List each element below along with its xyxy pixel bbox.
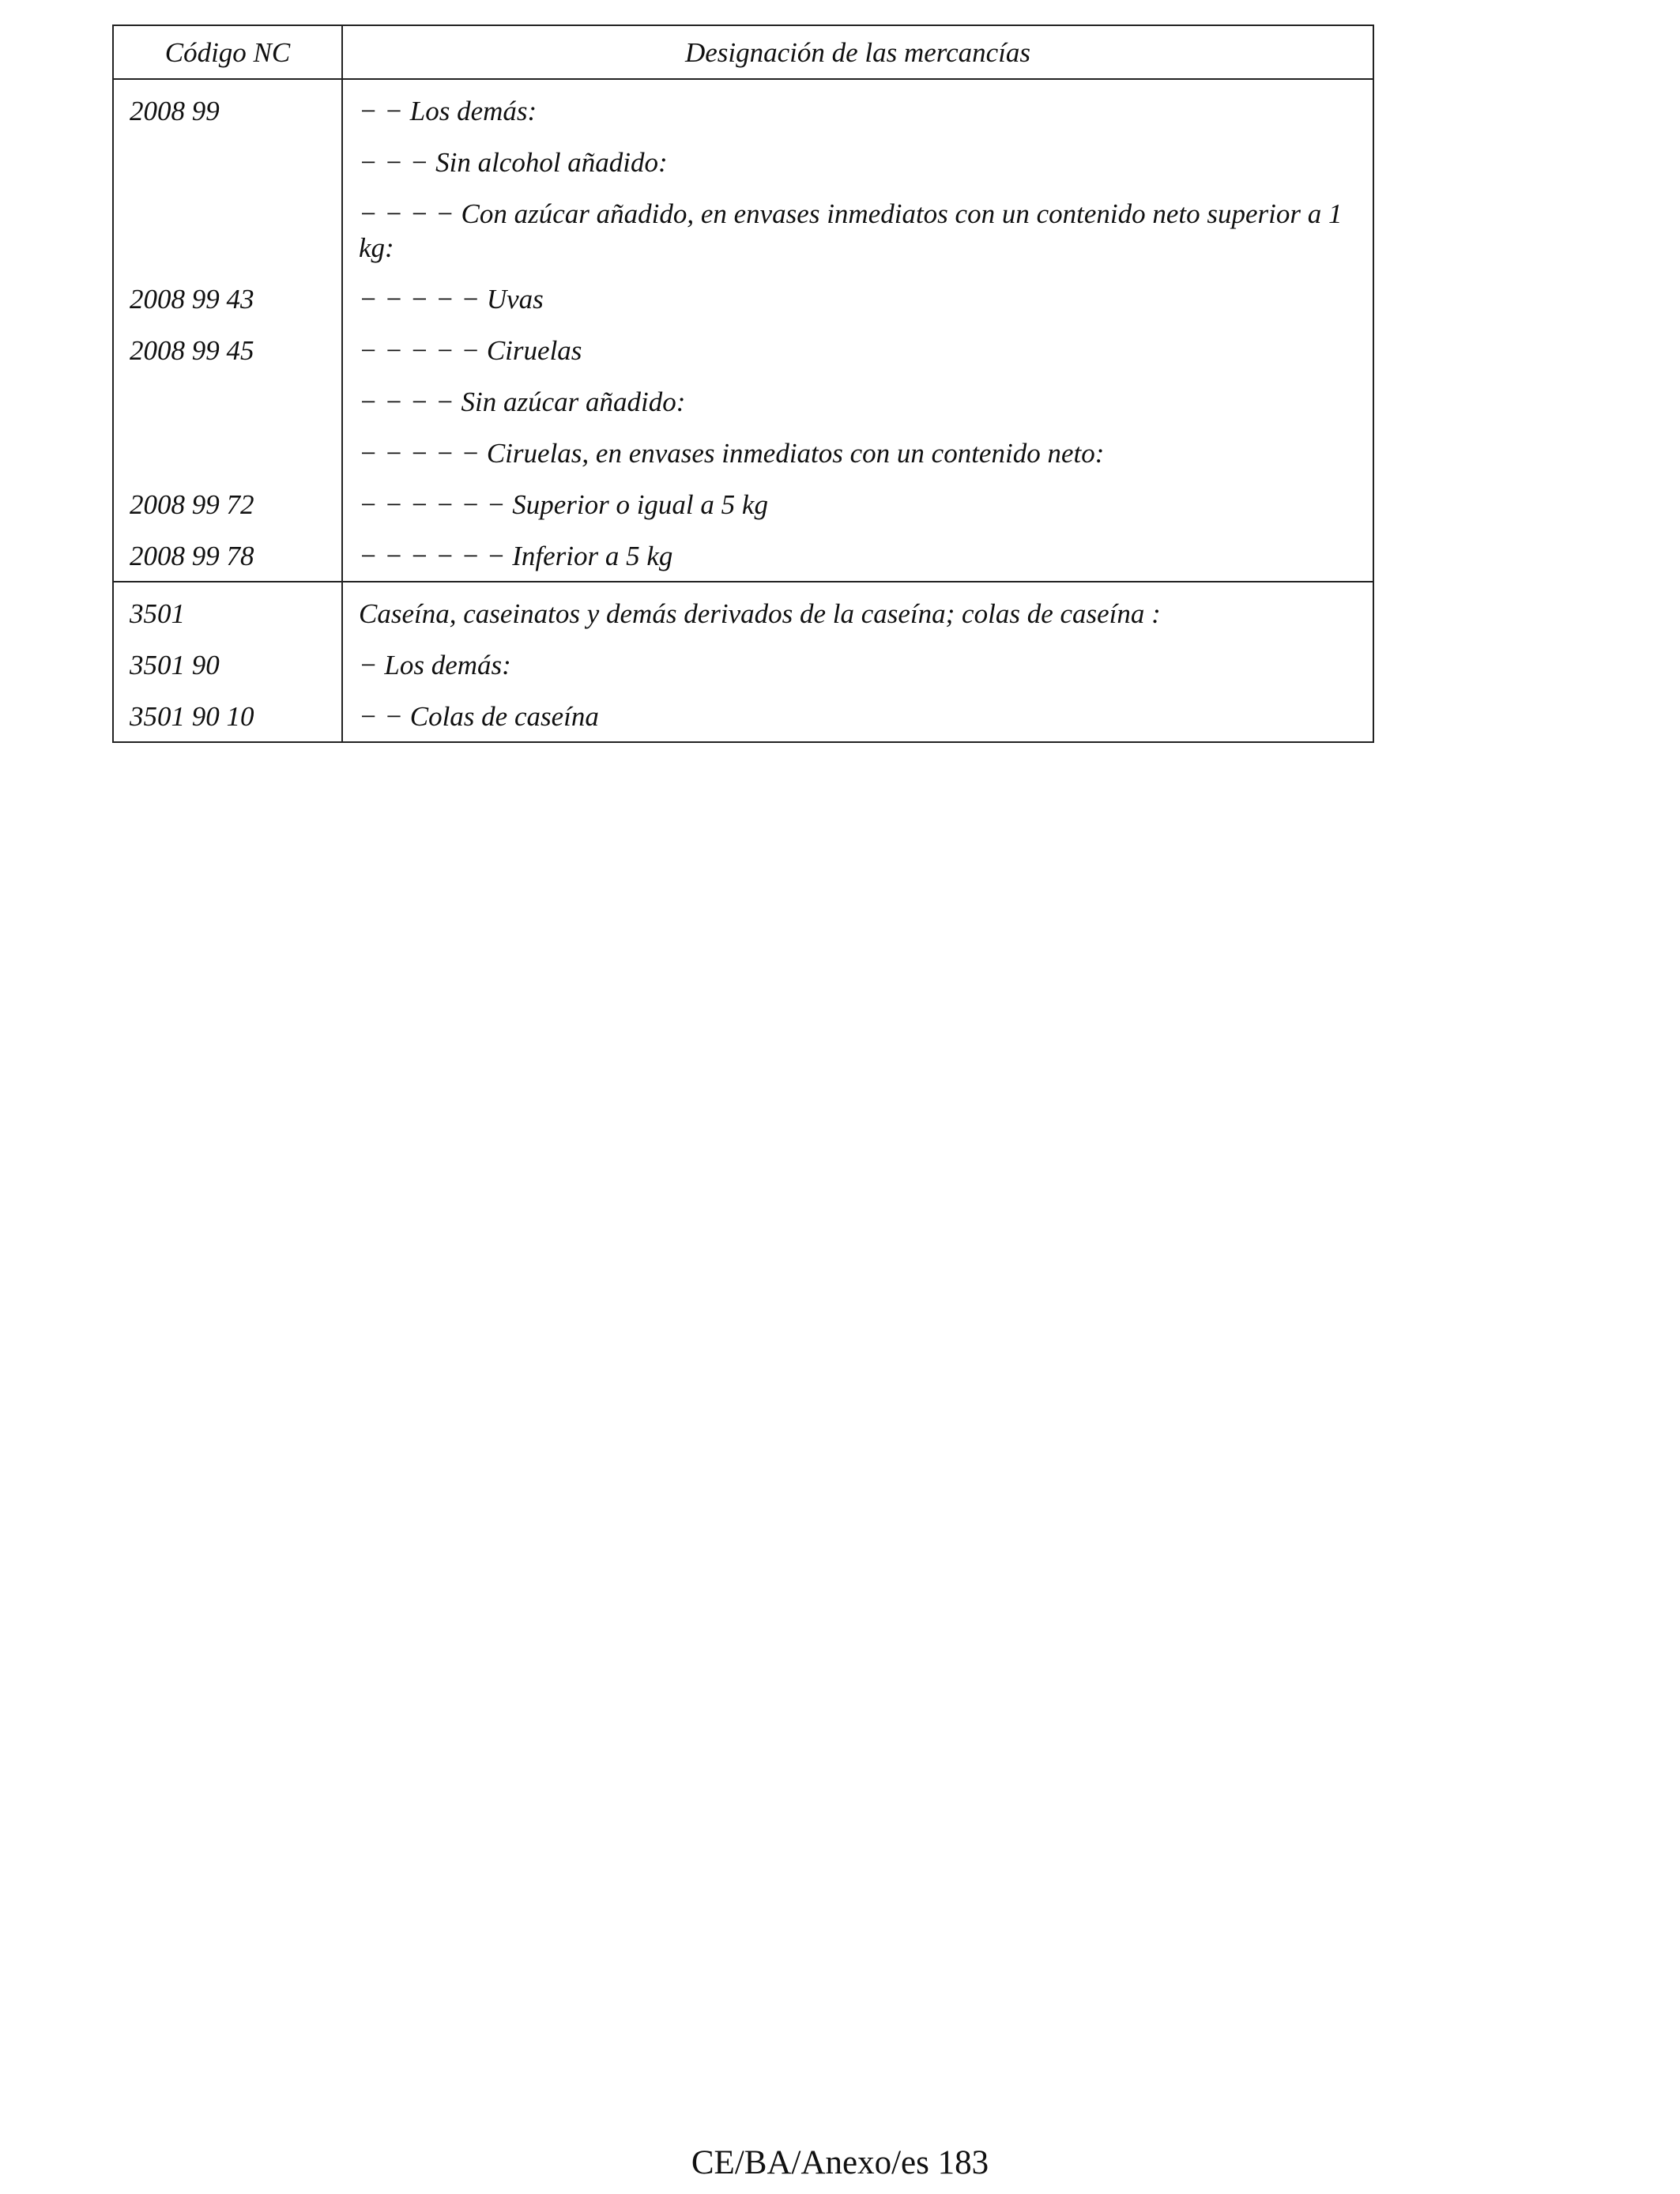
cell-code: 3501 90 10: [113, 691, 342, 742]
cell-designation: − − − − Sin azúcar añadido:: [342, 376, 1373, 428]
cell-designation: − − − − − − Inferior a 5 kg: [342, 530, 1373, 582]
cell-code: [113, 137, 342, 188]
cell-code: 2008 99 78: [113, 530, 342, 582]
cell-designation: − − Colas de caseína: [342, 691, 1373, 742]
cell-designation: − − − − − Uvas: [342, 273, 1373, 325]
cell-designation: − − − Sin alcohol añadido:: [342, 137, 1373, 188]
cell-code: 2008 99 43: [113, 273, 342, 325]
cell-designation: − − − − − Ciruelas, en envases inmediatos con un contenido neto:: [342, 428, 1373, 479]
table-body: [113, 79, 1373, 742]
table-row: [113, 188, 1373, 273]
page-footer: CE/BA/Anexo/es 183: [691, 2144, 989, 2181]
cell-designation: − − − − − − Superior o igual a 5 kg: [342, 479, 1373, 530]
cell-code: [113, 428, 342, 479]
table-row: [113, 273, 1373, 325]
cell-designation: − − − − − Ciruelas: [342, 325, 1373, 376]
goods-table: [112, 25, 1374, 743]
table-row: [113, 376, 1373, 428]
table-row: [113, 325, 1373, 376]
cell-designation: − − − − Con azúcar añadido, en envases inmediatos con un contenido neto superior a 1 kg:: [342, 188, 1373, 273]
table-row: [113, 691, 1373, 742]
table-row: [113, 530, 1373, 582]
header-code: Código NC: [113, 25, 342, 79]
header-designation: Designación de las mercancías: [342, 25, 1373, 79]
cell-designation: − − Los demás:: [342, 79, 1373, 137]
cell-code: 3501: [113, 582, 342, 639]
cell-code: 2008 99 45: [113, 325, 342, 376]
table-row: [113, 428, 1373, 479]
cell-code: 2008 99 72: [113, 479, 342, 530]
table-row: [113, 79, 1373, 137]
cell-code: 3501 90: [113, 639, 342, 691]
table-row: [113, 479, 1373, 530]
cell-code: [113, 188, 342, 273]
table-row: [113, 582, 1373, 639]
cell-code: 2008 99: [113, 79, 342, 137]
cell-designation: Caseína, caseinatos y demás derivados de la caseína; colas de caseína :: [342, 582, 1373, 639]
cell-designation: − Los demás:: [342, 639, 1373, 691]
cell-code: [113, 376, 342, 428]
table-row: [113, 639, 1373, 691]
table-header-row: [113, 25, 1373, 79]
table-row: [113, 137, 1373, 188]
